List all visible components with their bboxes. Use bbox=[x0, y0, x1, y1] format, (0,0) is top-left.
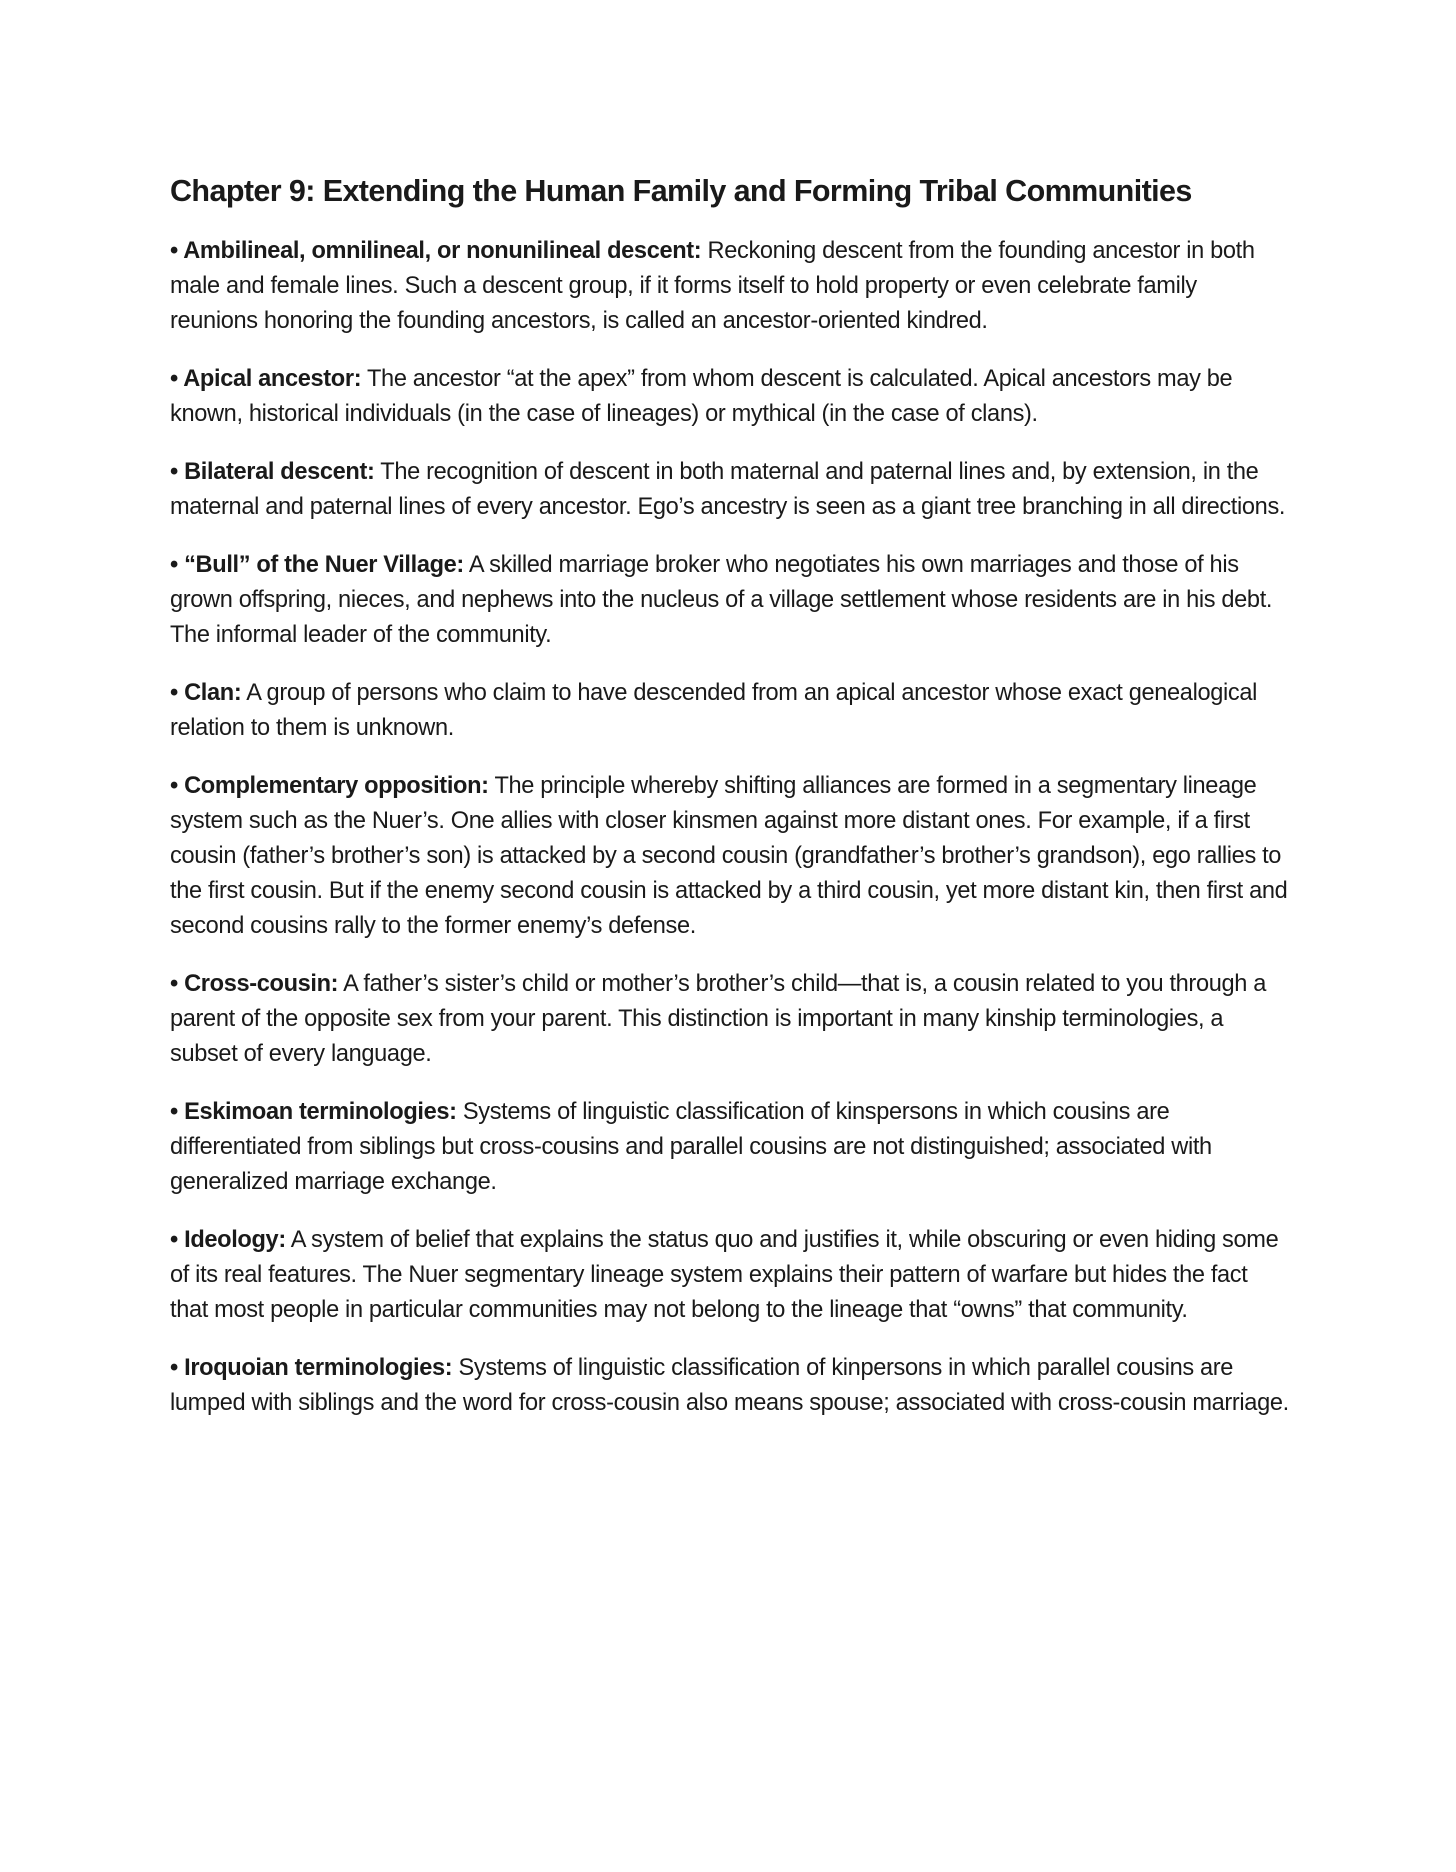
glossary-entry bbox=[170, 1095, 1290, 1200]
glossary-definition: The ancestor “at the apex” from whom descent is calculated. Apical ancestors may be known, historical individuals (in the case of lineages) or mythical (in the case of clans). bbox=[170, 366, 1233, 427]
chapter-title: Chapter 9: Extending the Human Family and Forming Tribal Communities bbox=[170, 174, 1192, 208]
glossary-term: • Cross-cousin: bbox=[170, 971, 339, 997]
glossary-definition: A group of persons who claim to have descended from an apical ancestor whose exact genealogical relation to them is unknown. bbox=[170, 680, 1258, 741]
glossary-entry bbox=[170, 1223, 1290, 1328]
glossary-term: • Apical ancestor: bbox=[170, 366, 362, 392]
glossary-definition: A father’s sister’s child or mother’s brother’s child—that is, a cousin related to you through a parent of the opposite sex from your parent. This distinction is important in many kinship terminologies, a subset of every language. bbox=[170, 971, 1267, 1067]
glossary-definition: A skilled marriage broker who negotiates his own marriages and those of his grown offspring, nieces, and nephews into the nucleus of a village settlement whose residents are in his debt. The informal leader of the community. bbox=[170, 552, 1273, 648]
glossary-definition: Reckoning descent from the founding ancestor in both male and female lines. Such a descent group, if it forms itself to hold property or even celebrate family reunions honoring the founding ancestors, is called an ancestor-oriented kindred. bbox=[170, 238, 1255, 334]
glossary-definition: A system of belief that explains the status quo and justifies it, while obscuring or even hiding some of its real features. The Nuer segmentary lineage system explains their pattern of warfare but hides the fact that most people in particular communities may not belong to the lineage that “owns” that community. bbox=[170, 1227, 1279, 1323]
glossary-definition: The principle whereby shifting alliances are formed in a segmentary lineage system such as the Nuer’s. One allies with closer kinsmen against more distant ones. For example, if a first cousin (father’s brother’s son) is attacked by a second cousin (grandfather’s brother’s grandson), ego rallies to the first cousin. But if the enemy second cousin is attacked by a third cousin, yet more distant kin, then first and second cousins rally to the former enemy’s defense. bbox=[170, 773, 1288, 939]
glossary-entry bbox=[170, 234, 1290, 339]
document-page bbox=[170, 170, 1290, 1444]
glossary-term: • Iroquoian terminologies: bbox=[170, 1355, 453, 1381]
glossary-definition: Systems of linguistic classification of kinspersons in which cousins are differentiated from siblings but cross-cousins and parallel cousins are not distinguished; associated with generalized marriage exchange. bbox=[170, 1099, 1212, 1195]
glossary-entry bbox=[170, 967, 1290, 1072]
glossary-term: • Eskimoan terminologies: bbox=[170, 1099, 457, 1125]
glossary-term: • “Bull” of the Nuer Village: bbox=[170, 552, 464, 578]
glossary-term: • Clan: bbox=[170, 680, 242, 706]
glossary-definition: The recognition of descent in both maternal and paternal lines and, by extension, in the maternal and paternal lines of every ancestor. Ego’s ancestry is seen as a giant tree branching in all directions. bbox=[170, 459, 1286, 520]
glossary-term: • Complementary opposition: bbox=[170, 773, 489, 799]
glossary-definition: Systems of linguistic classification of kinpersons in which parallel cousins are lumped with siblings and the word for cross-cousin also means spouse; associated with cross-cousin marriage. bbox=[170, 1355, 1289, 1416]
glossary-entry bbox=[170, 769, 1290, 944]
glossary-entry bbox=[170, 362, 1290, 432]
glossary-entry bbox=[170, 455, 1290, 525]
glossary-term: • Ambilineal, omnilineal, or nonunilineal descent: bbox=[170, 238, 702, 264]
glossary-entry bbox=[170, 1351, 1290, 1421]
glossary-term: • Ideology: bbox=[170, 1227, 286, 1253]
glossary-entry bbox=[170, 548, 1290, 653]
glossary-entry bbox=[170, 676, 1290, 746]
glossary-term: • Bilateral descent: bbox=[170, 459, 375, 485]
